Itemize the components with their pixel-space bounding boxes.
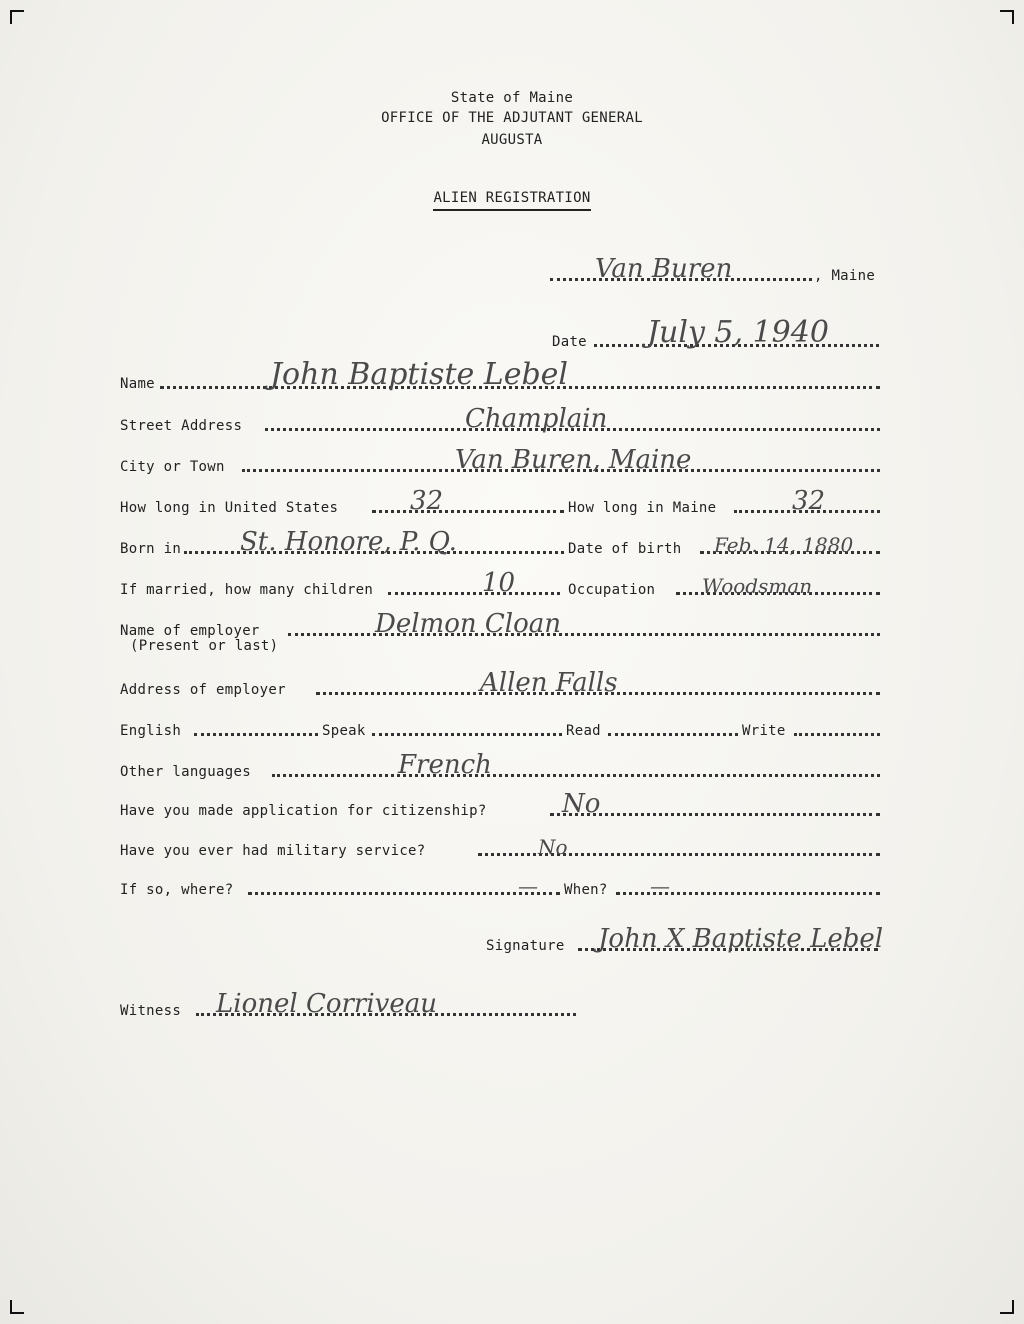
dotted-line: [388, 592, 560, 595]
military-row: [120, 837, 882, 859]
employer-address-row: [120, 668, 882, 698]
signature-value: John X Baptiste Lebel: [598, 924, 884, 954]
citizenship-value: No: [562, 789, 601, 819]
dob-label: Date of birth: [568, 541, 682, 557]
town-value: Van Buren: [595, 254, 733, 284]
street-row: [120, 404, 882, 434]
other-languages-row: [120, 750, 882, 780]
born-in-label: Born in: [120, 541, 182, 557]
residency-row: [120, 486, 882, 516]
where-value: —: [518, 874, 538, 898]
header-city: AUGUSTA: [481, 132, 543, 148]
header-office: OFFICE OF THE ADJUTANT GENERAL: [381, 110, 643, 126]
employer-value: Delmon Cloan: [375, 609, 561, 639]
dotted-line: [272, 774, 880, 777]
years-us-label: How long in United States: [120, 500, 339, 516]
date-label: Date: [552, 334, 587, 350]
dotted-line: [372, 510, 564, 513]
corner-mark: [10, 10, 24, 24]
when-label: When?: [564, 882, 608, 898]
name-value: John Baptiste Lebel: [270, 357, 569, 392]
years-maine-label: How long in Maine: [568, 500, 717, 516]
children-value: 10: [482, 568, 516, 598]
town-suffix: , Maine: [814, 268, 876, 284]
dob-value: Feb. 14, 1880: [714, 533, 854, 557]
name-row: [120, 357, 882, 392]
dotted-line: [372, 733, 562, 736]
military-value: No: [538, 835, 568, 859]
occupation-label: Occupation: [568, 582, 656, 598]
date-value: July 5, 1940: [647, 315, 829, 350]
citizenship-label: Have you made application for citizenship?: [120, 803, 487, 819]
employer-address-label: Address of employer: [120, 682, 286, 698]
citizenship-row: [120, 789, 882, 819]
dotted-line: [248, 892, 560, 895]
corner-mark: [10, 1300, 24, 1314]
speak-label: Speak: [322, 723, 366, 739]
years-maine-value: 32: [792, 486, 826, 516]
signature-label: Signature: [486, 938, 565, 954]
form-title-text: ALIEN REGISTRATION: [433, 190, 590, 211]
other-languages-value: French: [398, 750, 492, 780]
form-title: [0, 190, 1024, 211]
years-us-value: 32: [410, 486, 444, 516]
employer-row: [120, 609, 882, 639]
witness-label: Witness: [120, 1003, 182, 1019]
english-row: [120, 717, 882, 739]
birth-row: [120, 527, 882, 557]
street-label: Street Address: [120, 418, 243, 434]
employer-address-value: Allen Falls: [480, 668, 618, 698]
dotted-line: [794, 733, 880, 736]
witness-row: [120, 989, 580, 1019]
where-label: If so, where?: [120, 882, 234, 898]
street-value: Champlain: [465, 404, 608, 434]
town-row: [550, 254, 890, 284]
corner-mark: [1000, 10, 1014, 24]
signature-row: [486, 924, 906, 954]
when-value: —: [650, 874, 670, 898]
date-row: [552, 315, 882, 350]
header-state: State of Maine: [450, 90, 574, 106]
english-label: English: [120, 723, 182, 739]
children-label: If married, how many children: [120, 582, 374, 598]
read-label: Read: [566, 723, 601, 739]
occupation-value: Woodsman: [702, 574, 813, 598]
employer-label: Name of employer: [120, 623, 260, 639]
corner-mark: [1000, 1300, 1014, 1314]
city-row: [120, 445, 882, 475]
write-label: Write: [742, 723, 786, 739]
name-label: Name: [120, 376, 155, 392]
family-row: [120, 568, 882, 598]
city-value: Van Buren, Maine: [455, 445, 692, 475]
other-languages-label: Other languages: [120, 764, 251, 780]
employer-sublabel: (Present or last): [130, 638, 279, 654]
military-label: Have you ever had military service?: [120, 843, 426, 859]
born-in-value: St. Honore, P. Q.: [240, 527, 457, 557]
dotted-line: [608, 733, 738, 736]
service-row: [120, 876, 882, 898]
witness-value: Lionel Corriveau: [216, 989, 437, 1019]
city-label: City or Town: [120, 459, 225, 475]
dotted-line: [194, 733, 318, 736]
